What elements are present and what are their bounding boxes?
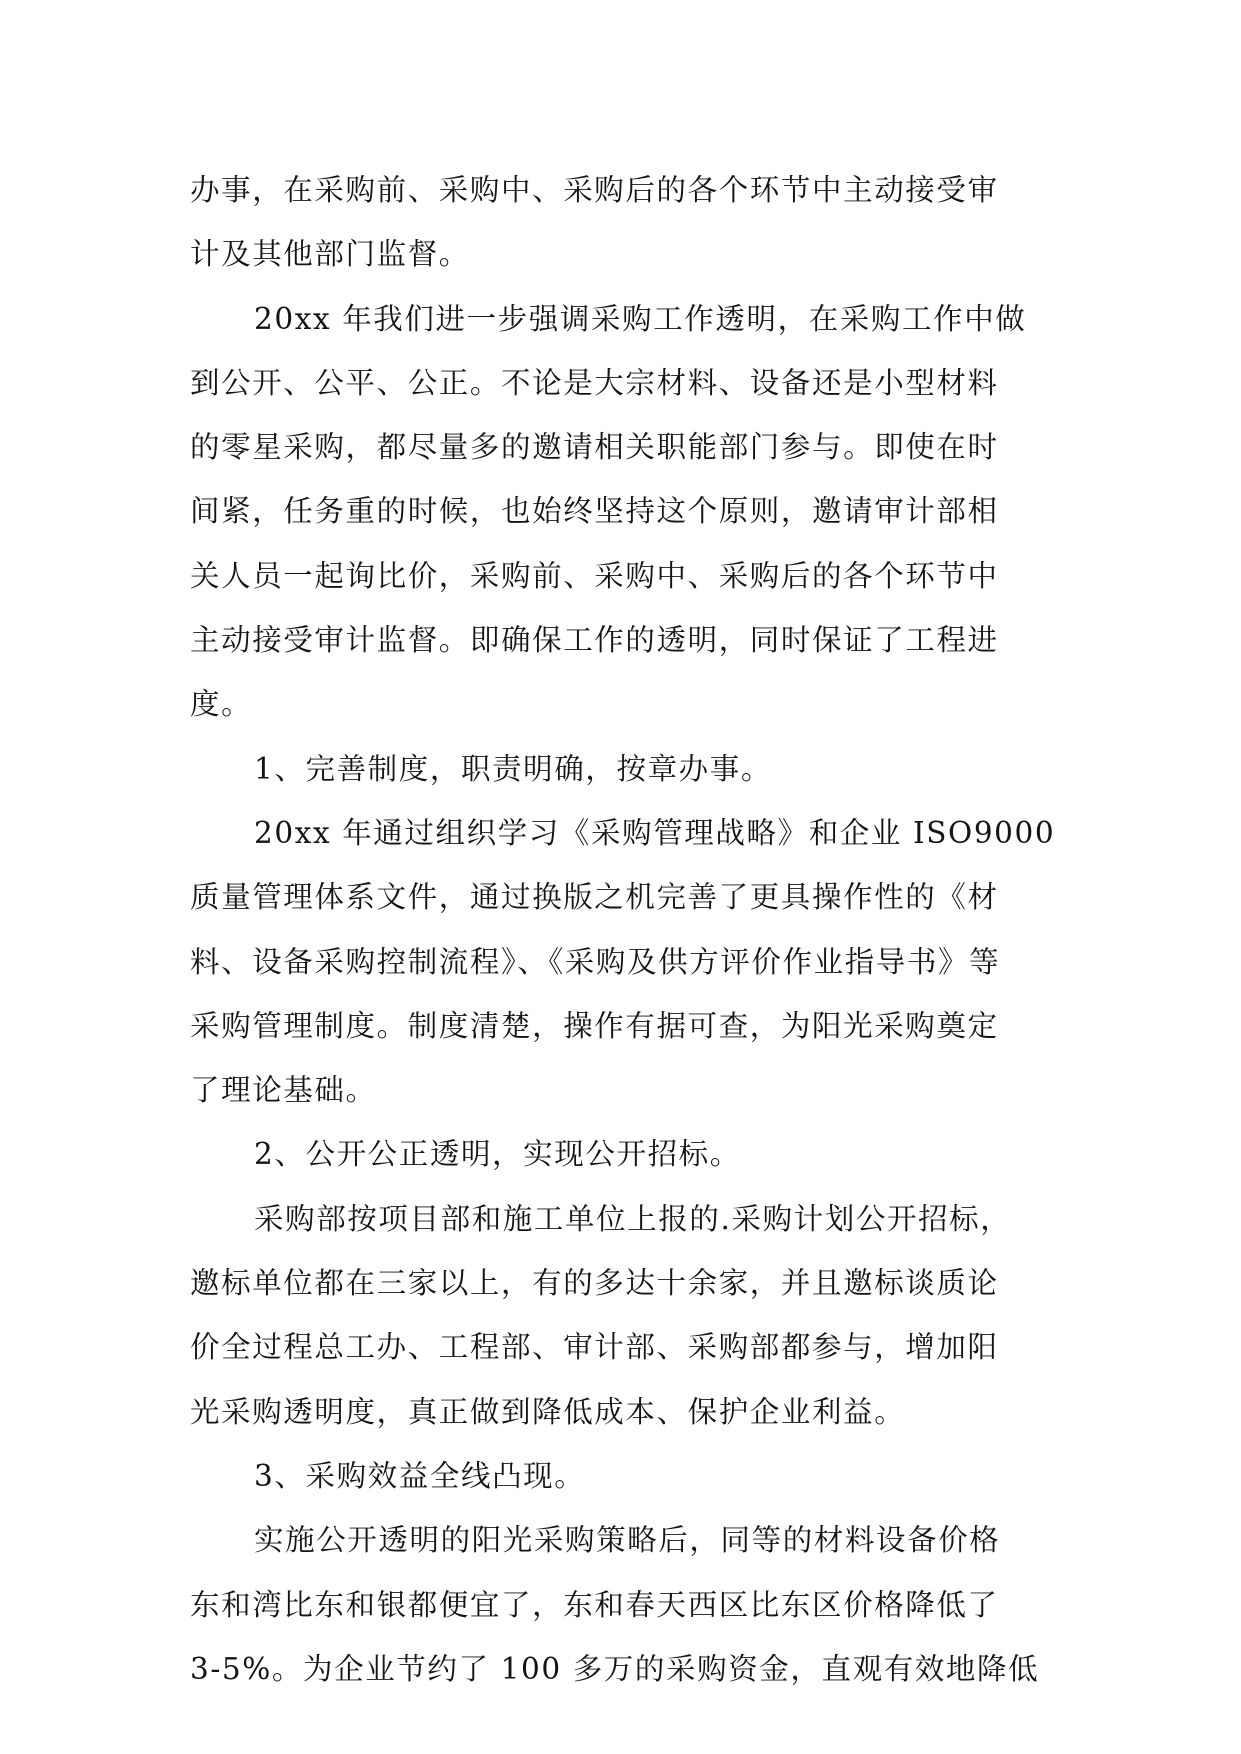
text-line: 到公开、公平、公正。不论是大宗材料、设备还是小型材料 xyxy=(190,365,999,400)
text-line: 3-5%。为企业节约了 100 多万的采购资金，直观有效地降低 xyxy=(190,1651,1040,1686)
section-heading: 1、完善制度，职责明确，按章办事。 xyxy=(254,751,772,786)
text-line: 价全过程总工办、工程部、审计部、采购部都参与，增加阳 xyxy=(190,1330,999,1365)
text-line: 料、设备采购控制流程》、《采购及供方评价作业指导书》等 xyxy=(190,944,1001,979)
text-line: 主动接受审计监督。即确保工作的透明，同时保证了工程进 xyxy=(190,623,999,658)
text-line: 邀标单位都在三家以上，有的多达十余家，并且邀标谈质论 xyxy=(190,1266,999,1301)
text-line: 光采购透明度，真正做到降低成本、保护企业利益。 xyxy=(190,1394,906,1429)
section-heading: 3、采购效益全线凸现。 xyxy=(254,1458,586,1493)
text-line: 采购管理制度。制度清楚，操作有据可查，为阳光采购奠定 xyxy=(190,1008,999,1043)
text-line: 实施公开透明的阳光采购策略后，同等的材料设备价格 xyxy=(254,1523,1001,1558)
text-line: 办事，在采购前、采购中、采购后的各个环节中主动接受审 xyxy=(190,173,999,207)
section-heading: 2、公开公正透明，实现公开招标。 xyxy=(254,1137,741,1172)
text-line: 东和湾比东和银都便宜了，东和春天西区比东区价格降低了 xyxy=(190,1587,999,1622)
text-line: 质量管理体系文件，通过换版之机完善了更具操作性的《材 xyxy=(190,880,999,915)
text-line: 关人员一起询比价，采购前、采购中、采购后的各个环节中 xyxy=(190,558,999,593)
text-line: 了理论基础。 xyxy=(190,1073,377,1108)
text-line: 度。 xyxy=(190,687,253,722)
document-body xyxy=(190,158,1070,1701)
text-line: 的零星采购，都尽量多的邀请相关职能部门参与。即使在时 xyxy=(190,430,999,465)
text-line: 20xx 年通过组织学习《采购管理战略》和企业 ISO9000 xyxy=(254,815,1056,850)
text-line: 采购部按项目部和施工单位上报的.采购计划公开招标， xyxy=(254,1201,1012,1236)
text-line: 间紧，任务重的时候，也始终坚持这个原则，邀请审计部相 xyxy=(190,494,999,529)
text-line: 20xx 年我们进一步强调采购工作透明，在采购工作中做 xyxy=(254,301,1027,336)
text-line: 计及其他部门监督。 xyxy=(190,237,470,272)
